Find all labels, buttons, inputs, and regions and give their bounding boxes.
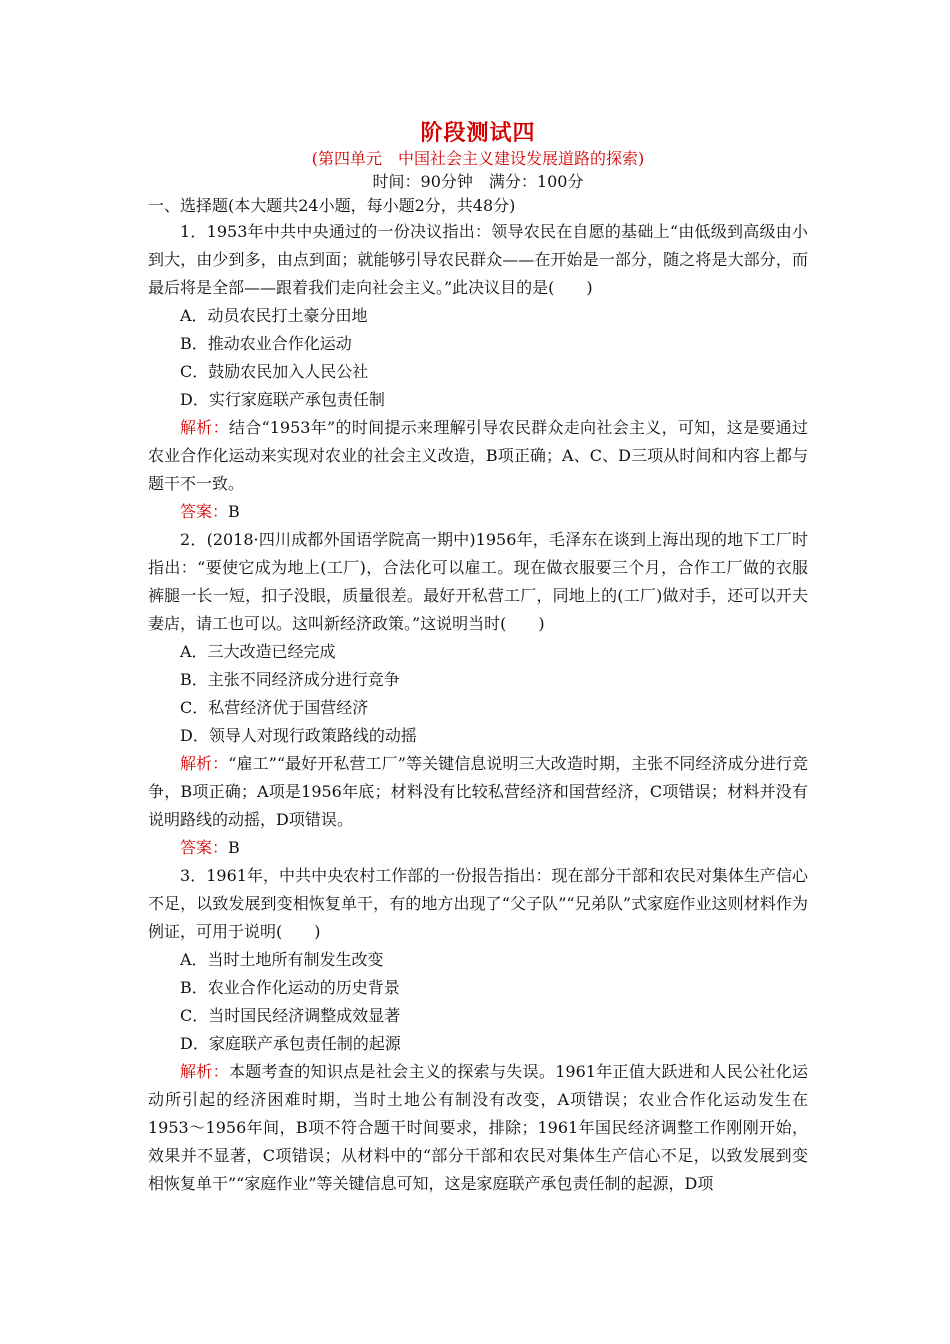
option-list (148, 638, 808, 750)
section-heading: 一、选择题(本大题共24小题，每小题2分，共48分) (148, 196, 516, 215)
analysis (148, 414, 808, 498)
exam-meta: 时间：90分钟 满分：100分 (372, 172, 584, 191)
option-a: A．当时土地所有制发生改变 (180, 950, 384, 969)
option-c: C．私营经济优于国营经济 (180, 698, 369, 717)
option-d: D．实行家庭联产承包责任制 (180, 390, 385, 409)
answer-value: B (228, 502, 240, 521)
analysis-label: 解析： (180, 754, 229, 773)
analysis-text: 本题考查的知识点是社会主义的探索与失误。1961年正值大跃进和人民公社化运动所引起的经济困难时期，当时土地公有制没有改变，A项错误；农业合作化运动发生在1953～1956年间，B项不符合题干时间要求，排除；1961年国民经济调整工作刚刚开始，效果并不显著，C项错误；从材料中的“部分干部和农民对集体生产信心不足，以致发展到变相恢复单干”“家庭作业”等关键信息可知，这是家庭联产承包责任制的起源，D项 (148, 1062, 808, 1193)
option-list (148, 302, 808, 414)
answer-label: 答案： (180, 502, 229, 521)
option-a: A．动员农民打土豪分田地 (180, 306, 368, 325)
option-c: C．鼓励农民加入人民公社 (180, 362, 369, 381)
option-b: B．主张不同经济成分进行竞争 (180, 670, 400, 689)
page-title: 阶段测试四 (420, 120, 536, 146)
answer (148, 498, 808, 526)
question-stem: 1．1953年中共中央通过的一份决议指出：领导农民在自愿的基础上“由低级到高级由小到大，由少到多，由点到面；就能够引导农民群众——在开始是一部分，随之将是大部分，而最后将是全部——跟着我们走向社会主义。”此决议目的是( ) (148, 222, 808, 297)
option-a: A．三大改造已经完成 (180, 642, 336, 661)
option-c: C．当时国民经济调整成效显著 (180, 1006, 401, 1025)
analysis-text: 结合“1953年”的时间提示来理解引导农民群众走向社会主义，可知，这是要通过农业合作化运动来实现对农业的社会主义改造，B项正确；A、C、D三项从时间和内容上都与题干不一致。 (148, 418, 808, 493)
analysis (148, 750, 808, 834)
option-b: B．推动农业合作化运动 (180, 334, 352, 353)
answer-value: B (228, 838, 240, 857)
option-d: D．家庭联产承包责任制的起源 (180, 1034, 401, 1053)
analysis (148, 1058, 808, 1198)
question-3 (148, 862, 808, 1198)
question-2 (148, 526, 808, 862)
option-b: B．农业合作化运动的历史背景 (180, 978, 400, 997)
answer-label: 答案： (180, 838, 229, 857)
document-content (148, 118, 808, 1198)
question-stem: 3．1961年，中共中央农村工作部的一份报告指出：现在部分干部和农民对集体生产信心不足，以致发展到变相恢复单干，有的地方出现了“父子队”“兄弟队”式家庭作业这则材料作为例证，可用于说明( ) (148, 866, 808, 941)
analysis-text: “雇工”“最好开私营工厂”等关键信息说明三大改造时期，主张不同经济成分进行竞争，B项正确；A项是1956年底；材料没有比较私营经济和国营经济，C项错误；材料并没有说明路线的动摇，D项错误。 (148, 754, 808, 829)
option-d: D．领导人对现行政策路线的动摇 (180, 726, 417, 745)
question-stem: 2．(2018·四川成都外国语学院高一期中)1956年，毛泽东在谈到上海出现的地下工厂时指出：“要使它成为地上(工厂)，合法化可以雇工。现在做衣服要三个月，合作工厂做的衣服裤腿一长一短，扣子没眼，质量很差。最好开私营工厂，同地上的(工厂)做对手，还可以开夫妻店，请工也可以。这叫新经济政策。”这说明当时( ) (148, 530, 808, 633)
question-1 (148, 218, 808, 526)
analysis-label: 解析： (180, 418, 229, 437)
option-list (148, 946, 808, 1058)
answer (148, 834, 808, 862)
page-subtitle: (第四单元 中国社会主义建设发展道路的探索) (311, 149, 645, 168)
analysis-label: 解析： (180, 1062, 229, 1081)
